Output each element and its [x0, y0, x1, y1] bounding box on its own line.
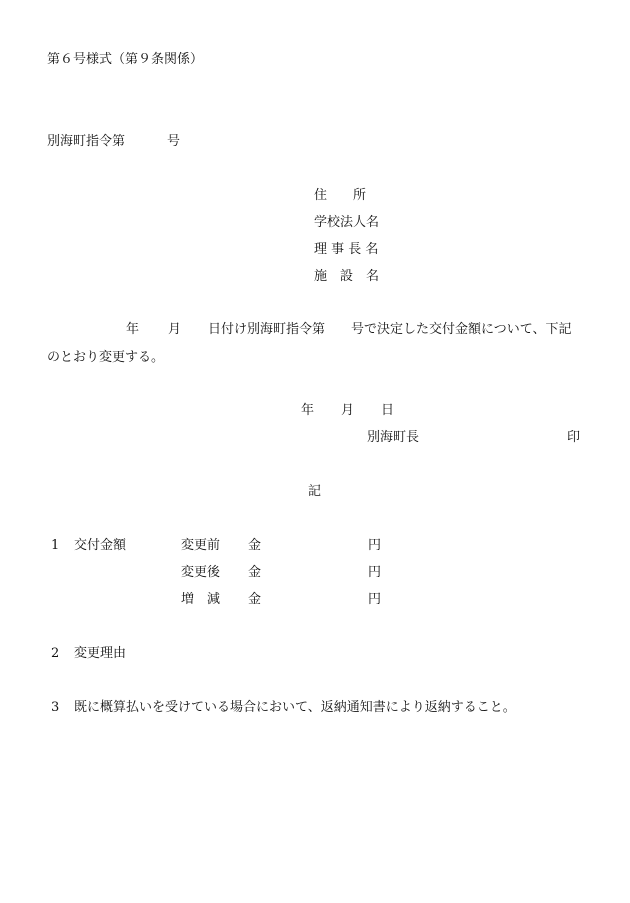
item1-row-after-yen: 円 [368, 565, 382, 580]
form-title: 第６号様式（第９条関係） [47, 52, 204, 67]
item1-number: 1 [51, 538, 60, 553]
item1-row-before-label: 変更前 [181, 538, 221, 553]
date-year: 年 [301, 403, 315, 418]
item1-row-after-kin: 金 [248, 565, 262, 580]
item1-row-diff-yen: 円 [368, 592, 382, 607]
body-month: 月 [168, 322, 182, 337]
item1-row-before-yen: 円 [368, 538, 382, 553]
item2-label: 変更理由 [74, 646, 127, 661]
item1-label: 交付金額 [74, 538, 127, 553]
recipient-facility-label: 施 設 名 [314, 269, 380, 284]
body-text-line2: のとおり変更する。 [47, 350, 165, 365]
date-day: 日 [381, 403, 395, 418]
body-text-line1: 日付け別海町指令第 号で決定した交付金額について、下記 [208, 322, 572, 337]
item3-text: 既に概算払いを受けている場合において、返納通知書により返納すること。 [74, 700, 516, 715]
recipient-school-corp-label: 学校法人名 [314, 215, 380, 230]
item1-row-after-label: 変更後 [181, 565, 221, 580]
issuer-seal: 印 [567, 430, 581, 445]
item1-row-before-kin: 金 [248, 538, 262, 553]
item1-row-diff-kin: 金 [248, 592, 262, 607]
directive-number-prefix: 別海町指令第 [47, 134, 126, 149]
item3-number: 3 [51, 700, 60, 715]
recipient-address-label: 住 所 [314, 188, 367, 203]
item2-number: 2 [51, 646, 60, 661]
item1-row-diff-label: 増 減 [181, 592, 221, 607]
recipient-chairman-label: 理 事 長 名 [314, 242, 379, 257]
issuer-title: 別海町長 [367, 430, 420, 445]
date-month: 月 [341, 403, 355, 418]
ki-heading: 記 [308, 484, 322, 499]
directive-number-suffix: 号 [167, 134, 181, 149]
body-year: 年 [126, 322, 140, 337]
